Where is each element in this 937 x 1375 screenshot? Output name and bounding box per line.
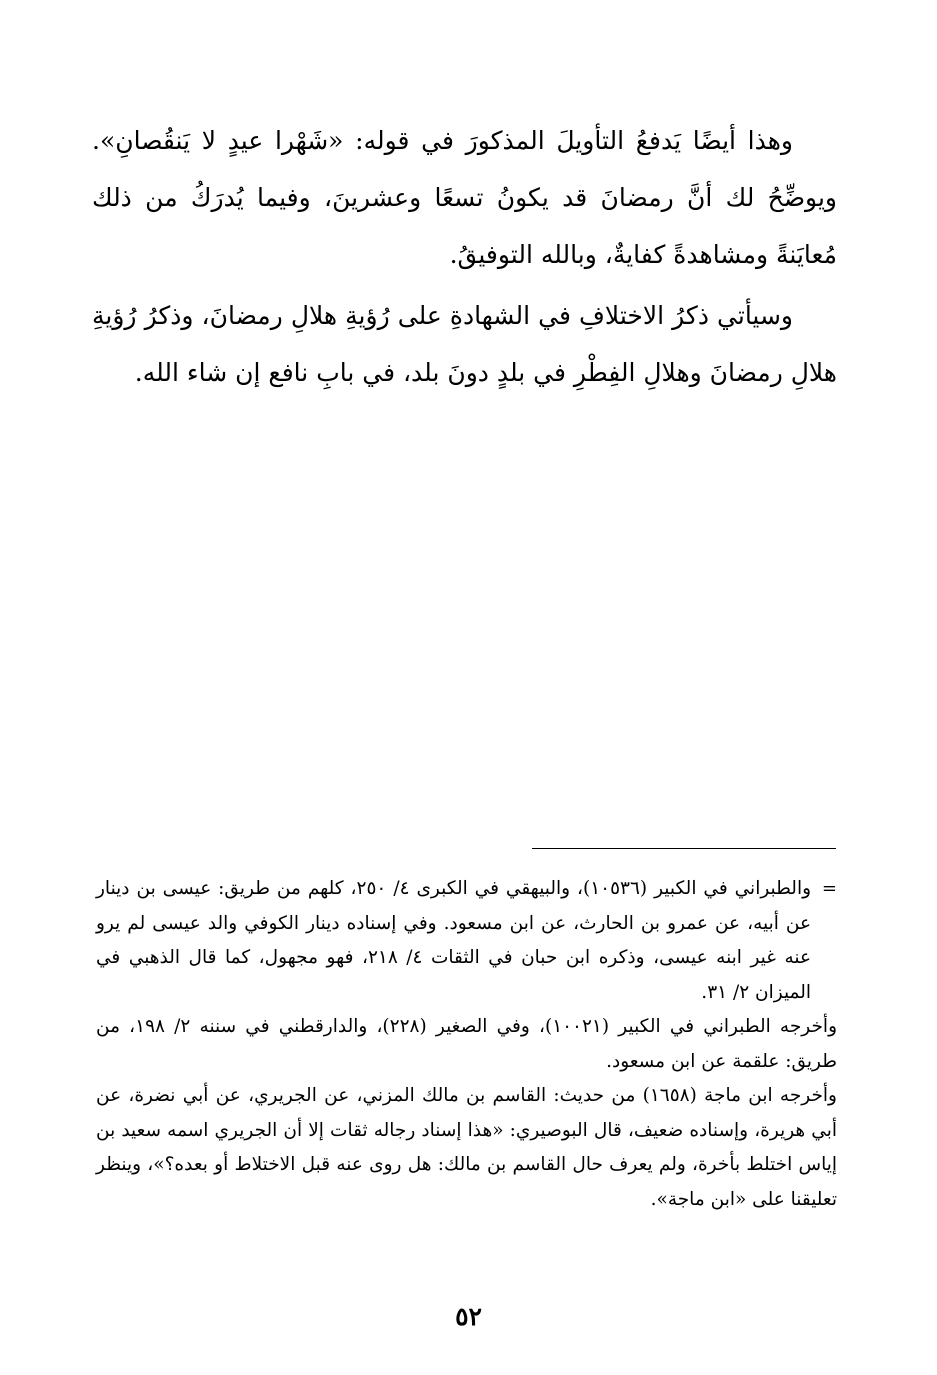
continuation-mark: = (821, 878, 837, 899)
footnote-paragraph-1: والطبراني في الكبير (١٠٥٣٦)، والبيهقي في الكبرى ٤/ ٢٥٠، كلهم من طريق: عيسى بن دينار عن أبيه، عن عمرو بن الحارث، عن ابن مسعود. وفي إسناده دينار الكوفي والد عيسى لم يرو عنه غير ابنه عيسى، وذكره ابن حبان في الثقات ٤/ ٢١٨، فهو مجهول، كما قال الذهبي في الميزان ٢/ ٣١. (96, 878, 812, 1003)
main-paragraph-2: وسيأتي ذكرُ الاختلافِ في الشهادةِ على رُؤيةِ هلالِ رمضانَ، وذكرُ رُؤيةِ هلالِ رمضانَ وهلالِ الفِطْرِ في بلدٍ دونَ بلد، في بابِ نافع إن شاء الله. (92, 301, 837, 387)
main-text (92, 112, 837, 401)
page-number: ٥٢ (455, 1302, 482, 1331)
main-paragraph-1: وهذا أيضًا يَدفعُ التأويلَ المذكورَ في قوله: «شَهْرا عيدٍ لا يَنقُصانِ». ويوضِّحُ لك أنَّ رمضانَ قد يكونُ تسعًا وعشرينَ، وفيما يُدرَكُ من ذلك مُعايَنةً ومشاهدةً كفايةٌ، وبالله التوفيقُ. (92, 126, 837, 269)
footnote-paragraph-3: وأخرجه ابن ماجة (١٦٥٨) من حديث: القاسم بن مالك المزني، عن الجريري، عن أبي نضرة، عن أبي هريرة، وإسناده ضعيف، قال البوصيري: «هذا إسناد رجاله ثقات إلا أن الجريري اسمه سعيد بن إياس اختلط بأخرة، ولم يعرف حال القاسم بن مالك: هل روى عنه قبل الاختلاط أو بعده؟»، وينظر تعليقنا على «ابن ماجة». (96, 1085, 837, 1210)
footnotes (96, 872, 837, 1217)
footnote-paragraph-2: وأخرجه الطبراني في الكبير (١٠٠٢١)، وفي الصغير (٢٢٨)، والدارقطني في سننه ٢/ ١٩٨، من طريق: علقمة عن ابن مسعود. (96, 1016, 838, 1072)
footnote-separator (532, 848, 836, 849)
footnote-continued (96, 872, 837, 1010)
